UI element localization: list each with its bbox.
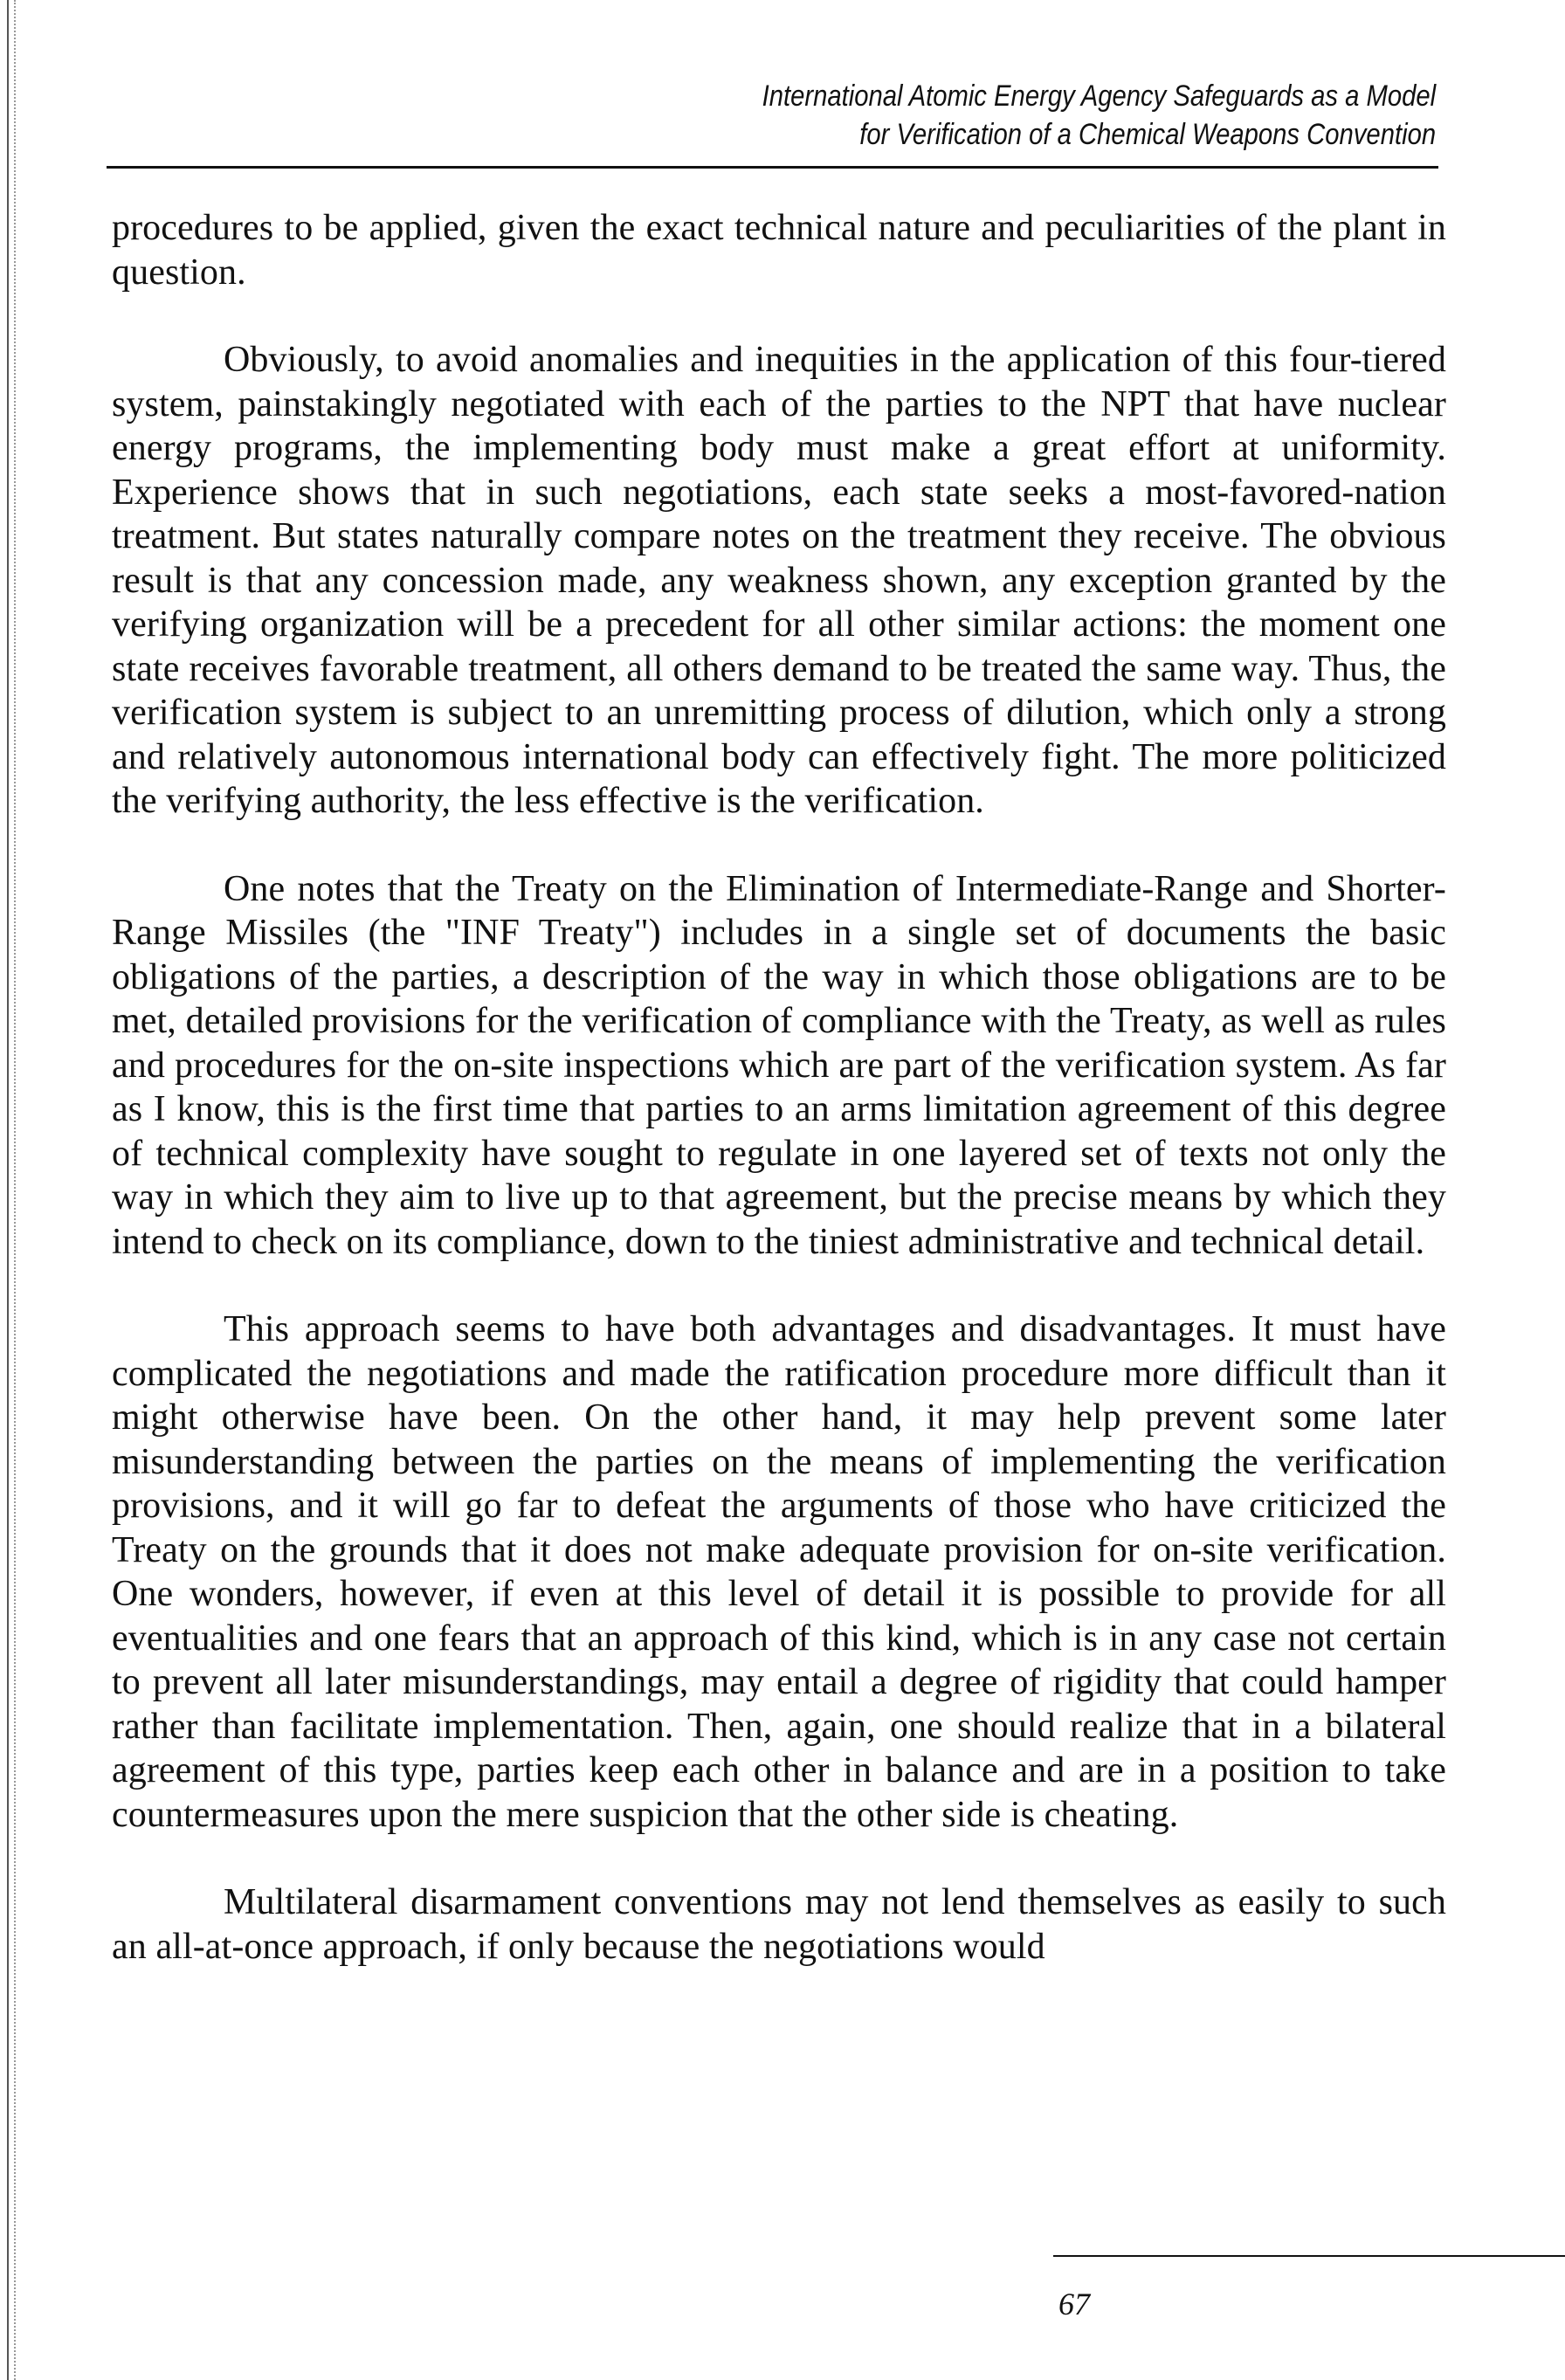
- header-rule: [107, 166, 1438, 169]
- paragraph-approach: This approach seems to have both advantages and disadvantages. It must have complicated the negotiations and made the ratification procedure more difficult than it might otherwise have been. On the other hand, it may help prevent some later misunderstanding between the parties on the means of implementing the verification provisions, and it will go far to defeat the arguments of those who have criticized the Treaty on the grounds that it does not make adequate provision for on-site verification. One wonders, however, if even at this level of detail it is possible to provide for all eventualities and one fears that an approach of this kind, which is in any case not certain to prevent all later misunderstandings, may entail a degree of rigidity that could hamper rather than facilitate implementation. Then, again, one should realize that in a bilateral agreement of this type, parties keep each other in balance and are in a position to take countermeasures upon the mere suspicion that the other side is cheating.: [112, 1309, 1446, 1835]
- page-number: 67: [1058, 2287, 1090, 2321]
- paragraph-continuation: procedures to be applied, given the exact technical nature and peculiarities of the plant in question.: [112, 208, 1446, 293]
- binding-edge-dots: [14, 0, 16, 2380]
- paragraph-multilateral: Multilateral disarmament conventions may not lend themselves as easily to such an all-at-once approach, if only because the negotiations would: [112, 1882, 1446, 1967]
- footer-rule: [1053, 2255, 1565, 2257]
- paragraph-uniformity: Obviously, to avoid anomalies and inequities in the application of this four-tiered system, painstakingly negotiated with each of the parties to the NPT that have nuclear energy programs, the implementing body must make a great effort at uniformity. Experience shows that in such negotiations, each state seeks a most-favored-nation treatment. But states naturally compare notes on the treatment they receive. The obvious result is that any concession made, any weakness shown, any exception granted by the verifying organization will be a precedent for all other similar actions: the moment one state receives favorable treatment, all others demand to be treated the same way. Thus, the verification system is subject to an unremitting process of dilution, which only a strong and relatively autonomous international body can effectively fight. The more politicized the verifying authority, the less effective is the verification.: [112, 340, 1446, 821]
- binding-edge: [0, 0, 9, 2380]
- running-header-line-2: for Verification of a Chemical Weapons Convention: [859, 118, 1436, 151]
- running-header-line-1: International Atomic Energy Agency Safeguards as a Model: [762, 79, 1436, 113]
- paragraph-inf-treaty: One notes that the Treaty on the Elimination of Intermediate-Range and Shorter-Range Missiles (the "INF Treaty") includes in a single set of documents the basic obligations of the parties, a description of the way in which those obligations are to be met, detailed provisions for the verification of compliance with the Treaty, as well as rules and procedures for the on-site inspections which are part of the verification system. As far as I know, this is the first time that parties to an arms limitation agreement of this degree of technical complexity have sought to regulate in one layered set of texts not only the way in which they aim to live up to that agreement, but the precise means by which they intend to check on its compliance, down to the tiniest administrative and technical detail.: [112, 868, 1446, 1262]
- running-header: [762, 77, 1436, 154]
- page-body: [112, 206, 1446, 2012]
